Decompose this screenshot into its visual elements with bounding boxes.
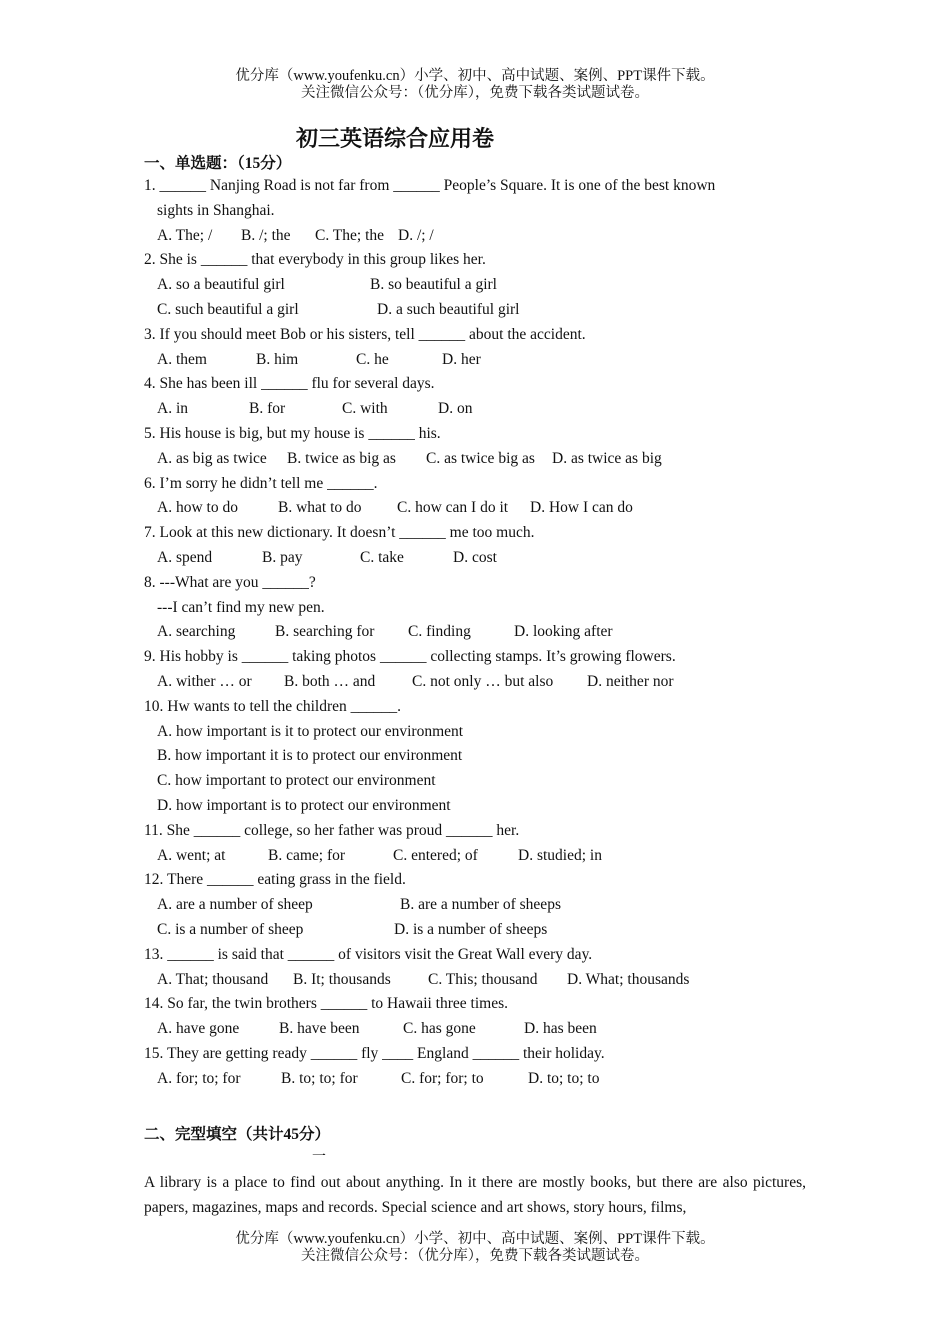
question-2-options-row-1 [144, 273, 814, 298]
option-d[interactable]: D. cost [453, 548, 497, 566]
question-1-options [144, 224, 814, 249]
page-footer [0, 1231, 950, 1265]
option-b[interactable]: B. to; to; for [281, 1069, 358, 1087]
option-a[interactable]: A. in [157, 400, 188, 418]
question-7-text: 7. Look at this new dictionary. It doesn’t ______ me too much. [144, 524, 535, 542]
question-9-text: 9. His hobby is ______ taking photos ______ collecting stamps. It’s growing flowers. [144, 648, 676, 666]
question-2-options-row-2 [144, 298, 814, 323]
footer-line-2: 关注微信公众号：（优分库），免费下载各类试题试卷。 [301, 1248, 649, 1264]
header-line-2: 关注微信公众号：（优分库），免费下载各类试题试卷。 [301, 85, 649, 101]
option-b[interactable]: B. for [249, 400, 286, 418]
option-d[interactable]: D. studied; in [518, 846, 602, 864]
option-d[interactable]: D. on [438, 400, 473, 418]
question-5-options [144, 447, 814, 472]
question-6-text: 6. I’m sorry he didn’t tell me ______. [144, 474, 378, 492]
option-a[interactable]: A. them [157, 350, 207, 368]
option-a[interactable]: A. went; at [157, 846, 226, 864]
question-15-options [144, 1067, 814, 1092]
option-b[interactable]: B. /; the [241, 226, 291, 244]
option-b[interactable]: B. twice as big as [287, 449, 396, 467]
passage-text: A library is a place to find out about anything. In it there are mostly books, but there are also pictures, papers, magazines, maps and records. Special science and art shows, story hours, films, [144, 1174, 806, 1216]
footer-line-1: 优分库（www.youfenku.cn）小学、初中、高中试题、案例、PPT课件下载。 [235, 1231, 715, 1247]
question-12-text: 12. There ______ eating grass in the field. [144, 871, 406, 889]
question-14-text: 14. So far, the twin brothers ______ to Hawaii three times. [144, 995, 508, 1013]
question-3-options [144, 348, 814, 373]
option-d[interactable]: D. as twice as big [552, 449, 662, 467]
option-a[interactable]: A. are a number of sheep [157, 896, 313, 914]
option-b[interactable]: B. have been [279, 1020, 360, 1038]
option-a[interactable]: A. have gone [157, 1020, 240, 1038]
question-1-text-cont: sights in Shanghai. [157, 201, 275, 219]
option-b[interactable]: B. It; thousands [293, 970, 391, 988]
question-11-options [144, 844, 814, 869]
option-b[interactable]: B. searching for [275, 623, 375, 641]
option-a[interactable]: A. That; thousand [157, 970, 269, 988]
option-d[interactable]: D. What; thousands [567, 970, 690, 988]
option-d[interactable]: D. has been [524, 1020, 597, 1038]
question-12-options-row-1 [144, 893, 814, 918]
question-4-options [144, 397, 814, 422]
option-c[interactable]: C. he [356, 350, 389, 368]
page-header [0, 68, 950, 102]
option-a[interactable]: A. how important is it to protect our environment [157, 722, 464, 740]
option-b[interactable]: B. what to do [278, 499, 362, 517]
option-b[interactable]: B. are a number of sheeps [400, 896, 561, 914]
question-8-text: 8. ---What are you ______? [144, 573, 316, 591]
option-c[interactable]: C. with [342, 400, 388, 418]
option-b[interactable]: B. so beautiful a girl [370, 276, 497, 294]
question-5-text: 5. His house is big, but my house is ______ his. [144, 424, 441, 442]
option-a[interactable]: A. as big as twice [157, 449, 267, 467]
option-c[interactable]: C. how can I do it [397, 499, 509, 517]
question-list [144, 174, 814, 1091]
option-c[interactable]: C. has gone [403, 1020, 476, 1038]
question-1-text: 1. ______ Nanjing Road is not far from ______ People’s Square. It is one of the best known [144, 177, 716, 194]
question-12-options-row-2 [144, 918, 814, 943]
option-d[interactable]: D. her [442, 350, 481, 368]
question-13-text: 13. ______ is said that ______ of visitors visit the Great Wall every day. [144, 945, 593, 963]
option-c[interactable]: C. finding [408, 623, 471, 641]
question-3-text: 3. If you should meet Bob or his sisters, tell ______ about the accident. [144, 325, 586, 343]
option-d[interactable]: D. /; / [398, 226, 434, 244]
option-a[interactable]: A. The; / [157, 226, 213, 244]
question-2-text: 2. She is ______ that everybody in this group likes her. [144, 251, 486, 269]
question-14-options [144, 1017, 814, 1042]
question-8-options [144, 620, 814, 645]
question-4-text: 4. She has been ill ______ flu for several days. [144, 375, 435, 393]
question-10-text: 10. Hw wants to tell the children ______. [144, 697, 401, 715]
option-c[interactable]: C. The; the [315, 226, 385, 244]
option-c[interactable]: C. how important to protect our environment [157, 772, 436, 790]
option-a[interactable]: A. wither … or [157, 672, 252, 690]
option-d[interactable]: D. how important is to protect our environment [157, 796, 451, 814]
option-b[interactable]: B. came; for [268, 846, 346, 864]
page-title: 初三英语综合应用卷 [296, 126, 495, 151]
question-9-options [144, 670, 814, 695]
option-b[interactable]: B. both … and [284, 672, 376, 690]
question-15-text: 15. They are getting ready ______ fly ____ England ______ their holiday. [144, 1044, 605, 1062]
passage-number: 一 [312, 1150, 326, 1165]
option-c[interactable]: C. take [360, 548, 404, 566]
option-b[interactable]: B. how important it is to protect our environment [157, 747, 463, 765]
header-line-1: 优分库（www.youfenku.cn）小学、初中、高中试题、案例、PPT课件下载。 [235, 68, 715, 84]
option-c[interactable]: C. is a number of sheep [157, 920, 304, 938]
question-6-options [144, 496, 814, 521]
option-c[interactable]: C. entered; of [393, 846, 478, 864]
question-11-text: 11. She ______ college, so her father was proud ______ her. [144, 821, 520, 839]
option-a[interactable]: A. how to do [157, 499, 238, 517]
option-d[interactable]: D. a such beautiful girl [377, 300, 520, 318]
option-a[interactable]: A. for; to; for [157, 1069, 241, 1087]
option-c[interactable]: C. such beautiful a girl [157, 300, 299, 318]
option-b[interactable]: B. pay [262, 548, 303, 566]
question-13-options [144, 968, 814, 993]
option-c[interactable]: C. as twice big as [426, 449, 535, 467]
question-8-text-cont: ---I can’t find my new pen. [157, 598, 325, 616]
option-c[interactable]: C. for; for; to [401, 1069, 484, 1087]
option-a[interactable]: A. so a beautiful girl [157, 276, 285, 294]
option-a[interactable]: A. spend [157, 548, 213, 566]
option-d[interactable]: D. neither nor [587, 672, 674, 690]
section-2-title: 二、完型填空（共计45分） [144, 1126, 331, 1143]
option-d[interactable]: D. is a number of sheeps [394, 920, 548, 938]
option-d[interactable]: D. looking after [514, 623, 613, 641]
section-1-title: 一、单选题：（15分） [144, 155, 292, 172]
option-a[interactable]: A. searching [157, 623, 236, 641]
option-d[interactable]: D. to; to; to [528, 1069, 600, 1087]
option-d[interactable]: D. How I can do [530, 499, 633, 517]
option-c[interactable]: C. This; thousand [428, 970, 538, 988]
question-7-options [144, 546, 814, 571]
option-b[interactable]: B. him [256, 350, 299, 368]
option-c[interactable]: C. not only … but also [412, 672, 554, 690]
